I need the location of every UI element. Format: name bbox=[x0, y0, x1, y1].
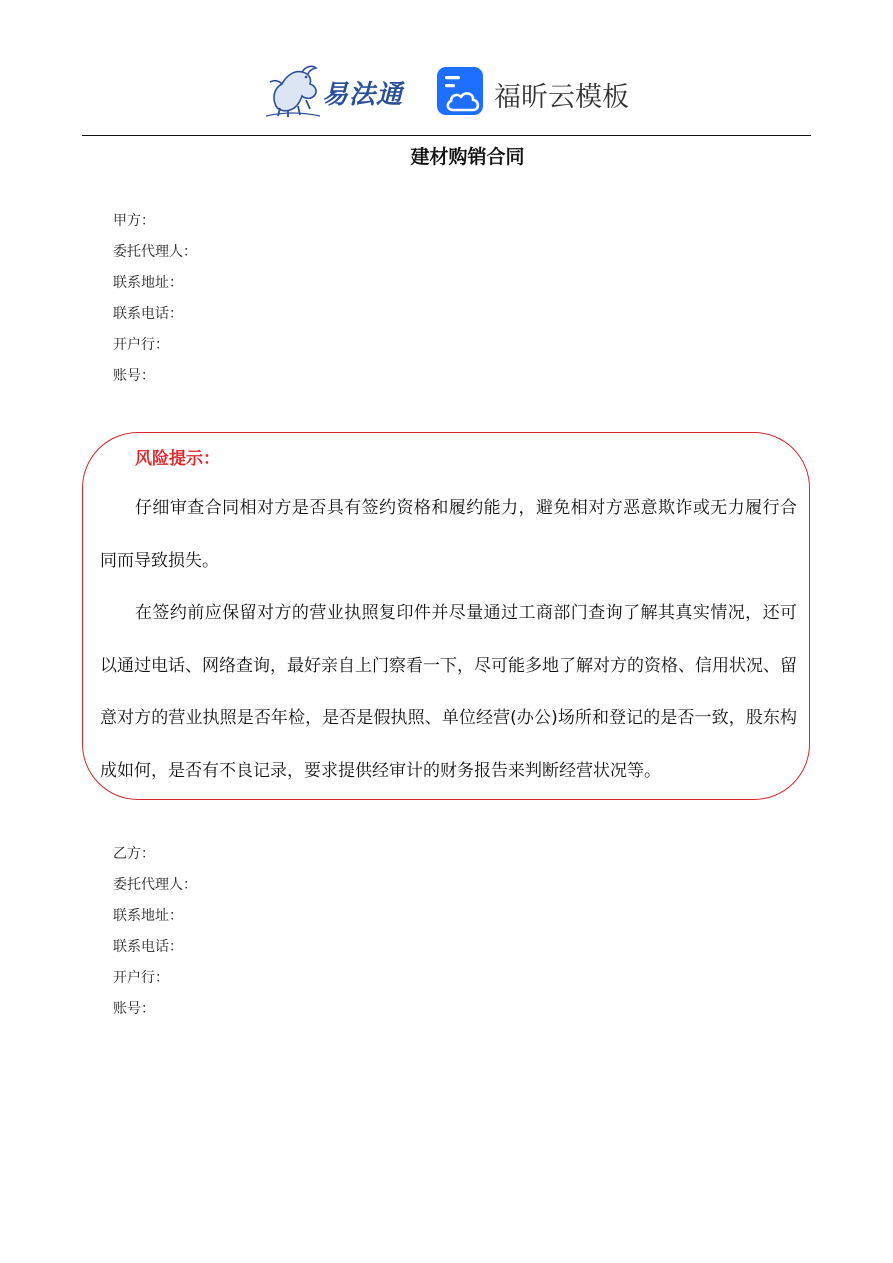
fuxin-logo-text: 福昕云模板 bbox=[494, 82, 629, 113]
yifatong-logo-text: 易法通 bbox=[322, 80, 404, 110]
header-divider bbox=[82, 135, 811, 136]
party-b-agent-field: 委托代理人： bbox=[113, 877, 197, 893]
risk-notice-heading: 风险提示： bbox=[135, 449, 220, 469]
yifatong-logo bbox=[262, 62, 412, 118]
party-a-address-field: 联系地址： bbox=[113, 275, 183, 291]
party-b-block bbox=[113, 839, 197, 1025]
party-a-agent-field: 委托代理人： bbox=[113, 244, 197, 260]
party-a-bank-field: 开户行： bbox=[113, 337, 169, 353]
party-b-phone-field: 联系电话： bbox=[113, 939, 183, 955]
party-b-bank-field: 开户行： bbox=[113, 970, 169, 986]
fuxin-logo bbox=[436, 66, 636, 118]
risk-paragraph: 仔细审查合同相对方是否具有签约资格和履约能力，避免相对方恶意欺诈或无力履行合同而导致损失。 bbox=[100, 498, 797, 571]
horse-emblem-icon bbox=[262, 62, 324, 118]
party-a-name-field: 甲方： bbox=[113, 213, 155, 229]
document-title: 建材购销合同 bbox=[410, 146, 525, 168]
party-a-account-field: 账号： bbox=[113, 368, 155, 384]
party-b-account-field: 账号： bbox=[113, 1001, 155, 1017]
page-header bbox=[0, 58, 893, 122]
party-a-phone-field: 联系电话： bbox=[113, 306, 183, 322]
party-a-block bbox=[113, 206, 197, 392]
party-b-address-field: 联系地址： bbox=[113, 908, 183, 924]
risk-paragraph: 在签约前应保留对方的营业执照复印件并尽量通过工商部门查询了解其真实情况，还可以通过电话、网络查询，最好亲自上门察看一下，尽可能多地了解对方的资格、信用状况、留意对方的营业执照是否年检，是否是假执照、单位经营(办公)场所和登记的是否一致，股东构成如何，是否有不良记录，要求提供经审计的财务报告来判断经营状况等。 bbox=[100, 603, 797, 781]
cloud-doc-icon bbox=[436, 66, 484, 116]
party-b-name-field: 乙方： bbox=[113, 846, 155, 862]
